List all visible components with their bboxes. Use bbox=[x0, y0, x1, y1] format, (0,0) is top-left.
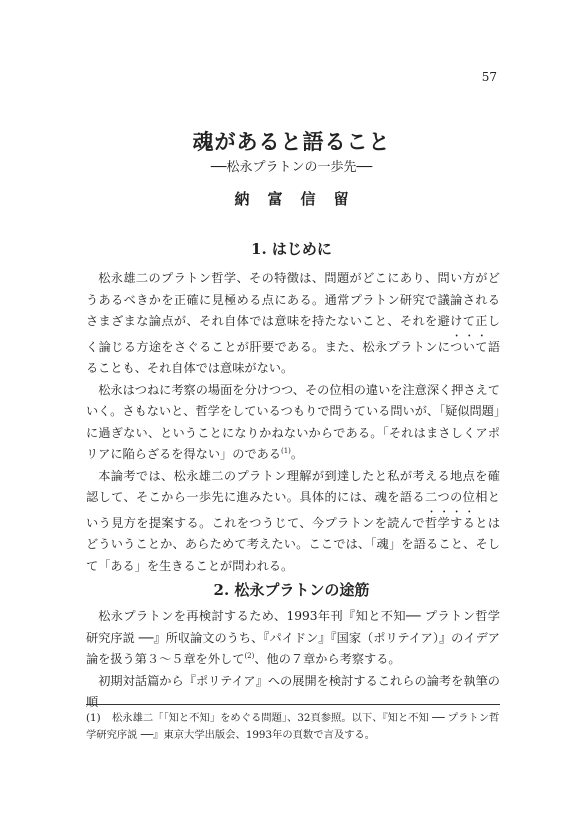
footnote-mark: (1) bbox=[86, 712, 101, 724]
footnote bbox=[86, 710, 500, 744]
footnote-divider bbox=[86, 704, 500, 705]
section-heading-introduction: 1. はじめに bbox=[251, 240, 332, 258]
emphasized-text: 哲学する bbox=[424, 515, 476, 530]
section-heading-matsunaga-plato: 2. 松永プラトンの途筋 bbox=[213, 581, 370, 599]
footnote-reference[interactable]: (1) bbox=[281, 446, 291, 455]
article-title: 魂があると語ること bbox=[192, 129, 391, 154]
page-number: 57 bbox=[481, 70, 497, 84]
article-subtitle: ──松永プラトンの一歩先── bbox=[210, 160, 373, 175]
footnote-reference[interactable]: (2) bbox=[244, 651, 255, 660]
section-body-introduction bbox=[86, 268, 500, 577]
section-body-matsunaga-plato bbox=[86, 606, 500, 714]
paragraph: 松永はつねに考察の場面を分けつつ、その位相の違いを注意深く押さえていく。さもないと、哲学をしているつもりで問うている問いが、「疑似問題」に過ぎない、ということになりかねないからである。「それはまさしくアポリアに陥らざるを得ない」のである$^{(1)}$。 bbox=[86, 382, 500, 461]
footnote-text: 松永雄二「「知と不知」をめぐる問題」、32頁参照。以下、『知と不知 ── プラトン哲学研究序説 ──』東京大学出版会、1993年の頁数で言及する。 bbox=[86, 712, 500, 741]
paragraph: 松永プラトンを再検討するため、1993年刊『知と不知── プラトン哲学研究序説 ──』所収論文のうち、『パイドン』『国家（ポリテイア）』のイデア論を扱う第３～５章を外して$^{(2)}$、他の７章から考察する。 bbox=[86, 609, 500, 666]
paragraph: 本論考では、松永雄二のプラトン理解が到達したと私が考える地点を確認して、そこから一歩先に進みたい。具体的には、魂を語る二つの位相という見方を提案する。これをつうじて、今プラトンを読んで哲学するとはどういうことか、あらためて考えたい。ここでは、「魂」を語ること、そして「ある」を生きることが問われる。 bbox=[86, 468, 501, 573]
author-name: 納富信留 bbox=[234, 190, 367, 208]
emphasized-text: ついて bbox=[450, 339, 488, 354]
paragraph: 初期対話篇から『ポリテイア』への展開を検討するこれらの論考を執筆の順 bbox=[86, 673, 500, 709]
paragraph: 松永雄二のプラトン哲学、その特徴は、問題がどこにあり、問い方がどうあるべきかを正確に見極める点にある。通常プラトン研究で議論されるさまざまな論点が、それ自体では意味を持たないこと、それを避けて正しく論じる方途をさぐることが肝要である。また、松永プラトンについて語ることも、それ自体では意味がない。 bbox=[86, 271, 501, 375]
